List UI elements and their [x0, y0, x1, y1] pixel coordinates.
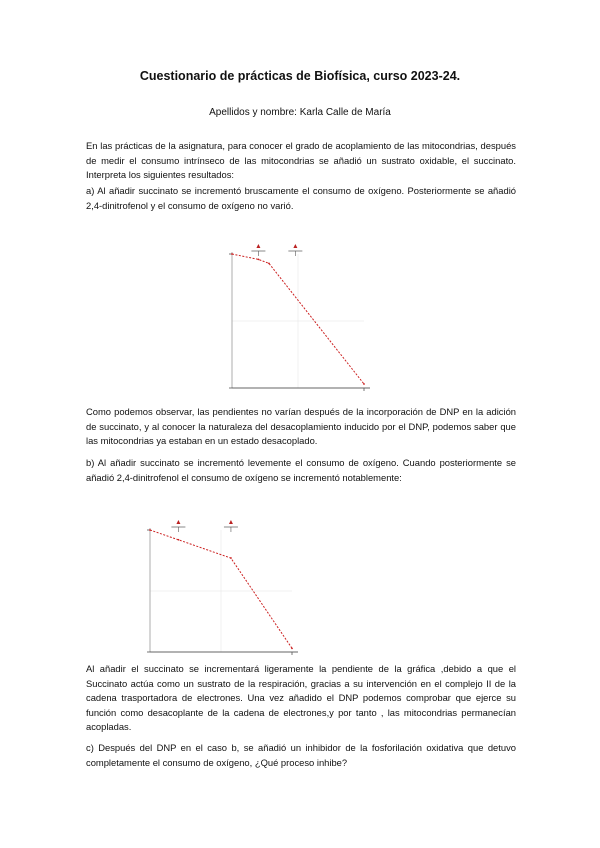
data-point — [258, 258, 260, 260]
data-point — [178, 539, 180, 541]
data-point — [230, 557, 232, 559]
chart-b — [140, 518, 300, 662]
chart-a — [218, 240, 372, 398]
data-point — [231, 253, 233, 255]
answer-a: Como podemos observar, las pendientes no varían después de la incorporación de DNP en la adición de succinato, y al conocer la naturaleza del desacoplamiento inducido por el DNP, podemos saber que las mitocondrias ya estaban en un estado desacoplado. — [86, 406, 516, 447]
data-point — [149, 529, 151, 531]
question-c: c) Después del DNP en el caso b, se añadió un inhibidor de la fosforilación oxidativa que detuvo completamente el consumo de oxígeno, ¿Qué proceso inhibe? — [86, 742, 516, 768]
data-point — [291, 647, 293, 649]
author-line: Apellidos y nombre: Karla Calle de María — [209, 107, 391, 118]
intro-paragraph: En las prácticas de la asignatura, para conocer el grado de acoplamiento de las mitocondrias, después de medir el consumo intrínseco de las mitocondrias se añadió un sustrato oxidable, el succinato. Interpreta los siguientes resultados: — [86, 140, 516, 181]
question-b: b) Al añadir succinato se incrementó levemente el consumo de oxígeno. Cuando posteriormente se añadió 2,4-dinitrofenol el consumo de oxígeno se incrementó notablemente: — [86, 457, 516, 483]
addition-marker-icon — [293, 244, 297, 248]
addition-marker-icon — [229, 520, 233, 524]
page-title: Cuestionario de prácticas de Biofísica, curso 2023-24. — [139, 69, 461, 83]
answer-b: Al añadir el succinato se incrementará ligeramente la pendiente de la gráfica ,debido a que el Succinato actúa como un sustrato de la respiración, gracias a su intervención en el complejo II de la cadena trasportadora de electrones. Una vez añadido el DNP podemos comprobar que ejerce su función como desacoplante de la cadena de electrones,y por tanto , las mitocondrias permanecían acopladas. — [86, 663, 516, 733]
data-point — [268, 262, 270, 264]
addition-marker-icon — [256, 244, 260, 248]
question-a: a) Al añadir succinato se incrementó bruscamente el consumo de oxígeno. Posteriormente se añadió 2,4-dinitrofenol y el consumo de oxígeno no varió. — [86, 185, 516, 211]
data-point — [363, 383, 365, 385]
addition-marker-icon — [176, 520, 180, 524]
